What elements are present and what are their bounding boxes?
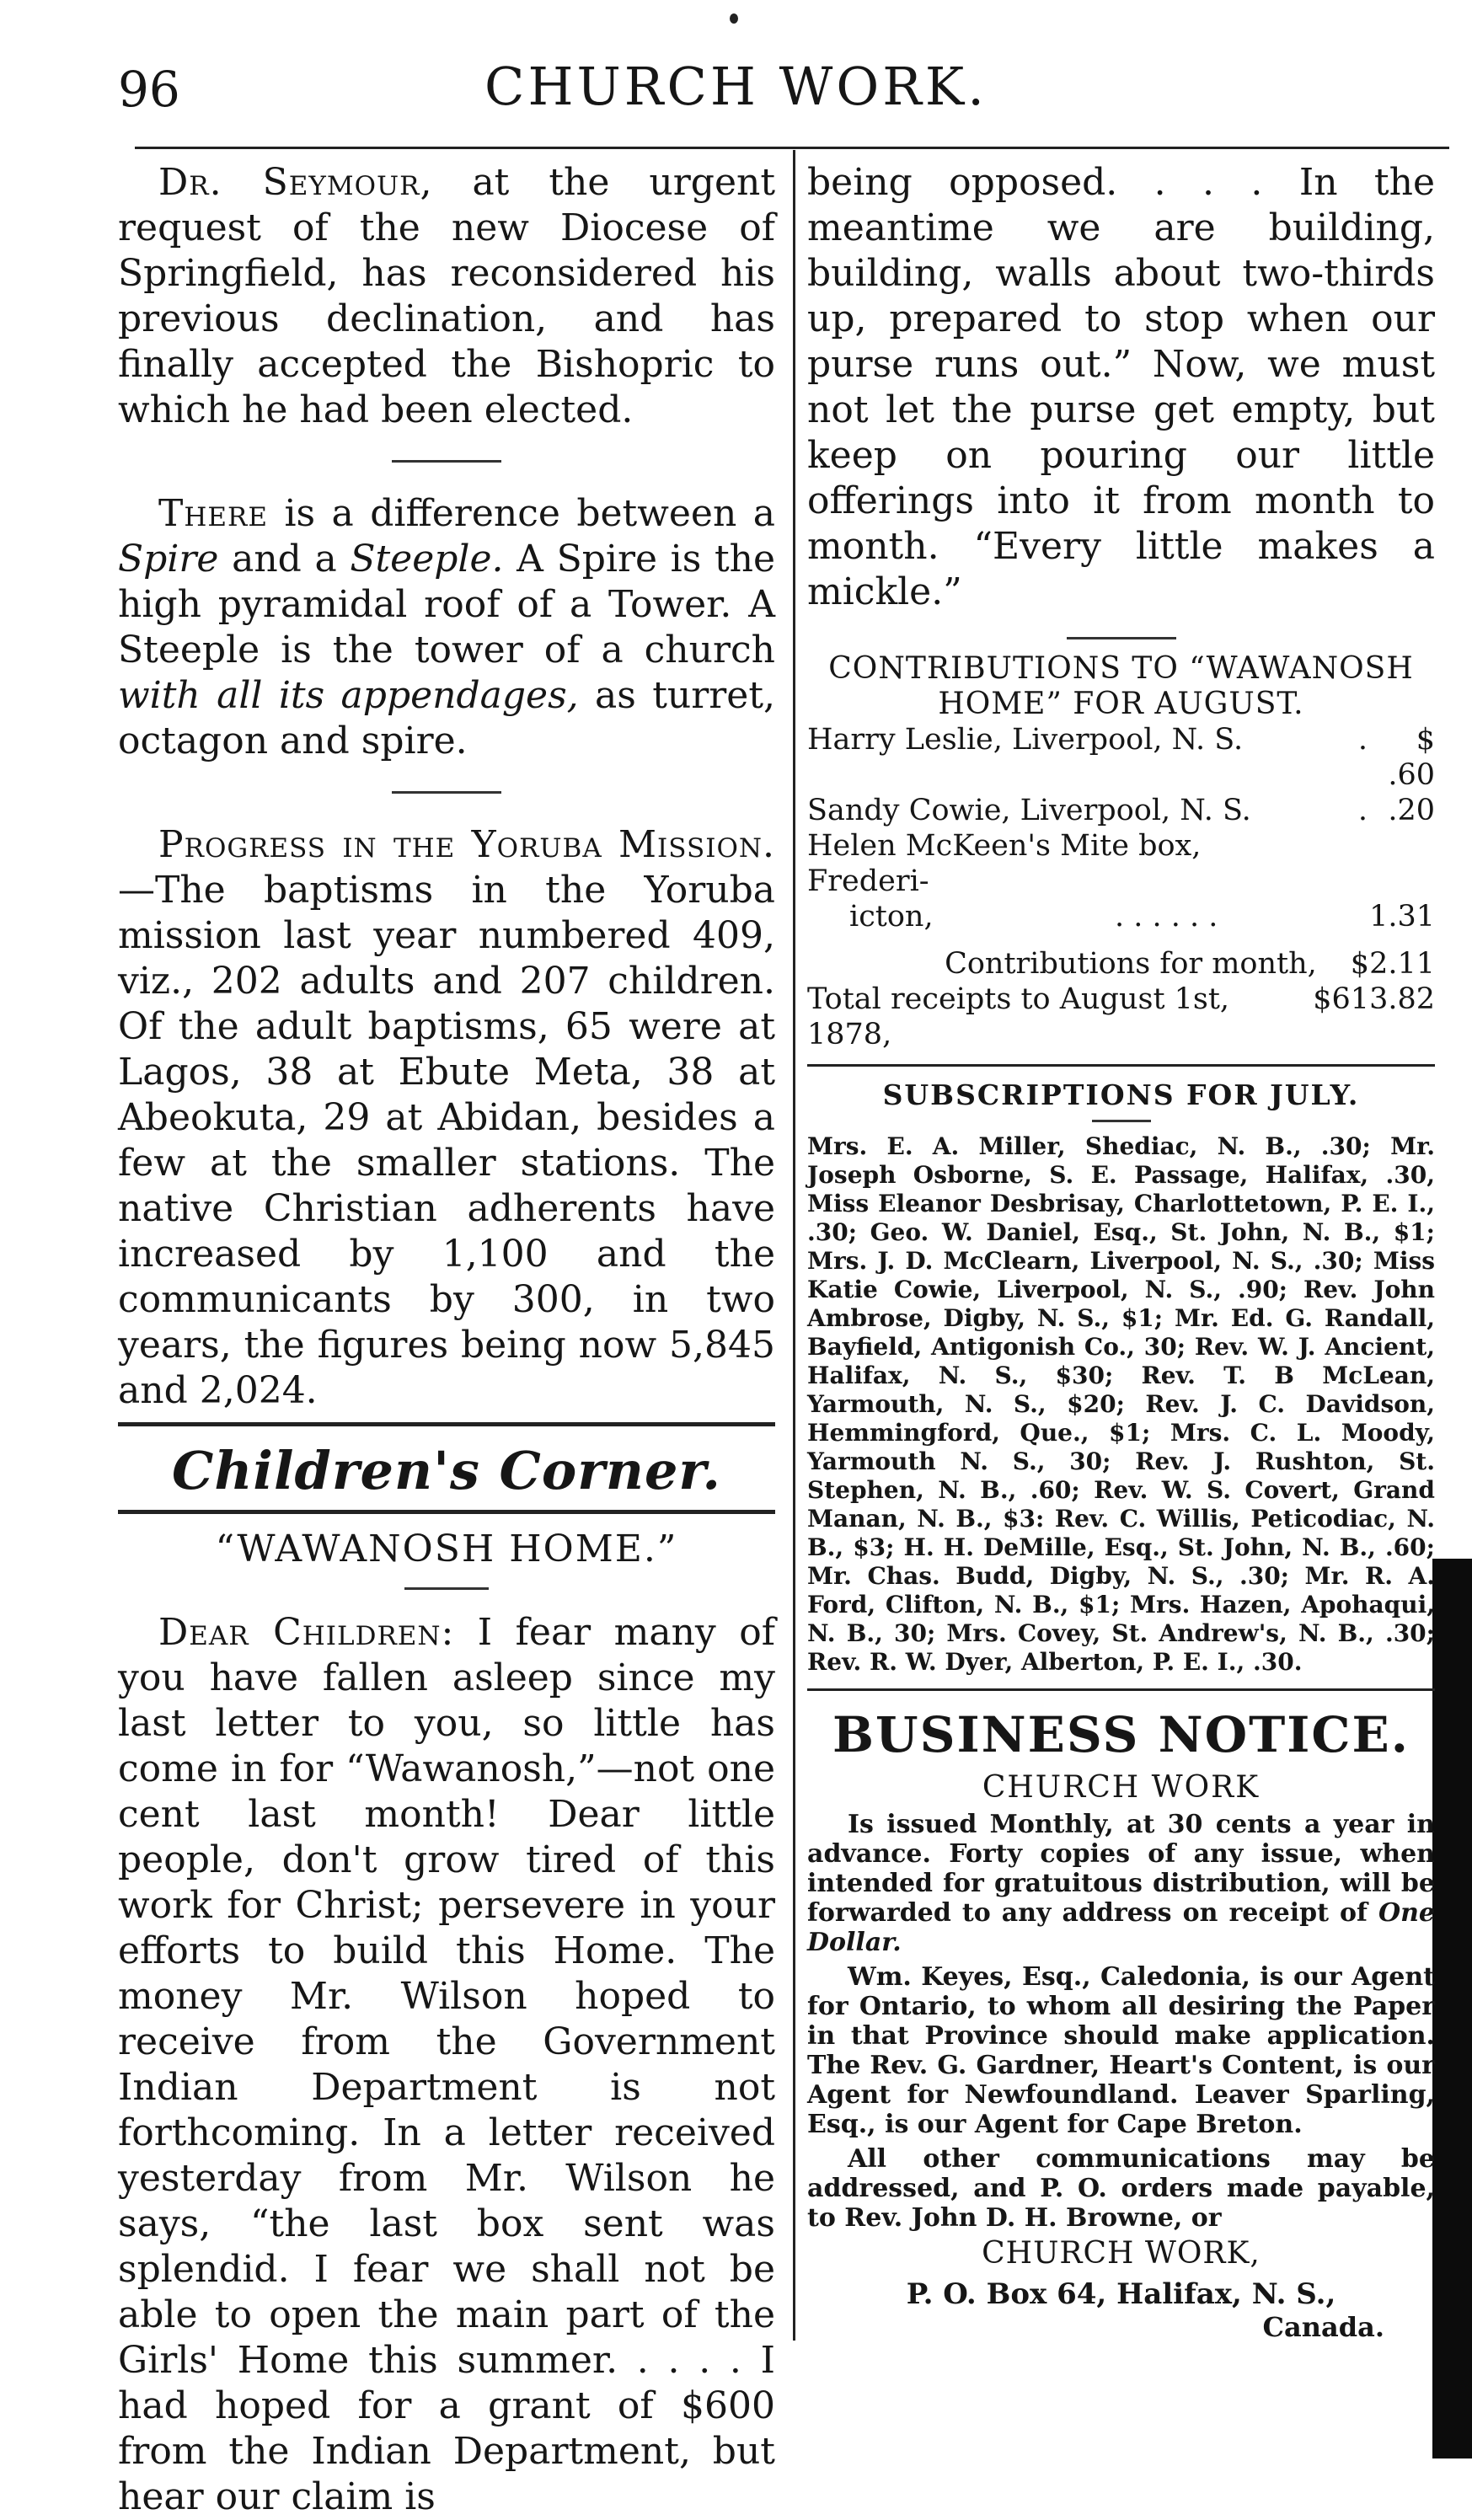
appendages-phrase: with all its appendages, [118,674,579,717]
steeple-word: Steeple. [350,538,504,581]
spire-text-b: and a [218,538,351,581]
spire-paragraph [118,491,775,764]
seymour-paragraph [118,160,775,433]
contribution-row: Harry Leslie, Liverpool, N. S. . $ .60 [807,723,1435,792]
contributions-list [807,722,1435,934]
divider [404,1587,489,1590]
spire-text-c: A Spire is the high pyramidal roof of a Tower. A Steeple is the tower of a church [118,538,775,671]
yoruba-body: —The baptisms in the Yoruba mission last year numbered 409, viz., 202 adults and 207 children. Of the adult baptisms, 65 were at Lagos, 38 at Ebute Meta, 38 at Abeokuta, 29 at Abidan, besides a few at the smaller stations. The native Christian adherents have increased by 1,100 and the communicants by 300, in two years, the figures being now 5,845 and 2,024. [118,869,775,1412]
childrens-corner-title: Children's Corner. [172,1440,721,1501]
subscription-terms: Is issued Monthly, at 30 cents a year in advance. Forty copies of any issue, when intended for gratuitous distribution, will be forwarded to any address on receipt of One Dollar. [807,1810,1435,1957]
contribution-row: Helen McKeen's Mite box, Frederi- [807,829,1202,898]
communications-paragraph: All other communications may be addressed, and P. O. orders made payable, to Rev. John D. H. Browne, or [807,2144,1435,2233]
left-column [118,160,775,2520]
spire-word: Spire [118,538,219,581]
wawanosh-home-title: “WAWANOSH HOME.” [215,1528,678,1570]
section-rule [807,1064,1435,1067]
yoruba-paragraph [118,822,775,1414]
letter-body: I fear many of you have fallen asleep since my last letter to you, so little has come in for “Wawanosh,”—not one cent last month! Dear little people, don't grow tired of this work for Christ; persevere in your efforts to build this Home. The money Mr. Wilson hoped to receive from the Government Indian Department is not forthcoming. In a letter received yesterday from Mr. Wilson he says, “the last box sent was splendid. I fear we shall not be able to open the main part of the Girls' Home this summer. . . . . I had hoped for a grant of $600 from the Indian Department, but hear our claim is [118,1611,775,2518]
ink-dot [730,13,738,24]
section-rule-thick [118,1510,775,1514]
receipts-total-row: Total receipts to August 1st, 1878, $613.82 [807,982,1435,1051]
contribution-row: icton, . . . . . . 1.31 [849,900,1435,934]
page-number: 96 [118,61,180,118]
seymour-lead: Dr. Seymour, [158,161,433,204]
section-rule-thick [118,1422,775,1426]
postal-country: Canada. [1262,2311,1384,2343]
divider [392,791,501,794]
postal-address: P. O. Box 64, Halifax, N. S., [906,2277,1336,2311]
spire-lead: There [158,492,268,535]
business-notice-title: BUSINESS NOTICE. [832,1706,1410,1763]
business-notice [807,1706,1435,2343]
header-rule [135,147,1449,149]
spire-text-d: as turret, octagon and spire. [118,674,775,762]
letter-salutation: Dear Children: [158,1611,455,1654]
right-column [807,160,1435,2343]
divider [392,460,501,463]
agents-paragraph: Wm. Keyes, Esq., Caledonia, is our Agent for Ontario, to whom all desiring the Paper in that Province should make application. The Rev. G. Gardner, Heart's Content, is our Agent for Newfoundland. Leaver Sparling, Esq., is our Agent for Cape Breton. [807,1962,1435,2139]
business-notice-subtitle: CHURCH WORK [982,1770,1261,1805]
contribution-totals [807,946,1435,1052]
running-head: CHURCH WORK. [484,56,988,117]
contributions-heading: CONTRIBUTIONS TO “WAWANOSH HOME” FOR AUGUST. [828,651,1414,721]
month-total-row: Contributions for month, $2.11 [945,947,1435,981]
letter-paragraph [118,1610,775,2520]
column-rule [793,150,795,2341]
divider [1067,637,1176,639]
letter-continuation: being opposed. . . . In the meantime we are building, building, walls about two-thirds up, prepared to stop when our purse runs out.” Now, we must not let the purse get empty, but keep on pouring our little offerings into it from month to month. “Every little makes a mickle.” [807,161,1435,613]
scan-edge-shadow [1432,1559,1472,2458]
church-work-address-name: CHURCH WORK, [982,2236,1261,2271]
spire-text-a: is a difference between a [267,492,775,535]
subscriptions-list: Mrs. E. A. Miller, Shediac, N. B., .30; Mr. Joseph Osborne, S. E. Passage, Halifax, .30, Miss Eleanor Desbrisay, Charlottetown, P. E. I., .30; Geo. W. Daniel, Esq., St. John, N. B., $1; Mrs. J. D. McClearn, Liverpool, N. S., .30; Miss Katie Cowie, Liverpool, N. S., .90; Rev. John Ambrose, Digby, N. S., $1; Mr. Ed. G. Randall, Bayfield, Antigonish Co., 30; Rev. W. J. Ancient, Halifax, N. S., $30; Rev. T. B McLean, Yarmouth, N. S., $20; Rev. J. C. Davidson, Hemmingford, Que., $1; Mrs. C. L. Moody, Yarmouth N. S., 30; Rev. J. Rushton, St. Stephen, N. B., .60; Rev. W. S. Covert, Grand Manan, N. B., $3: Rev. C. Willis, Peticodiac, N. B., $3; H. H. DeMille, Esq., St. John, N. B., .60; Mr. Chas. Budd, Digby, N. S., .30; Mr. R. A. Ford, Clifton, N. B., $1; Mrs. Hazen, Apohaqui, N. B., 30; Mrs. Covey, St. Andrew's, N. B., .30; Rev. R. W. Dyer, Alberton, P. E. I., .30. [807,1132,1435,1676]
section-rule [807,1688,1435,1691]
seymour-body: at the urgent request of the new Diocese of Springfield, has reconsidered his previous declination, and has finally accepted the Bishopric to which he had been elected. [118,161,776,431]
yoruba-lead: Progress in the Yoruba Mission. [158,823,775,866]
subscriptions-heading: SUBSCRIPTIONS FOR JULY. [882,1078,1360,1111]
divider [1092,1120,1151,1122]
contribution-row: Sandy Cowie, Liverpool, N. S. . .20 [807,794,1435,827]
